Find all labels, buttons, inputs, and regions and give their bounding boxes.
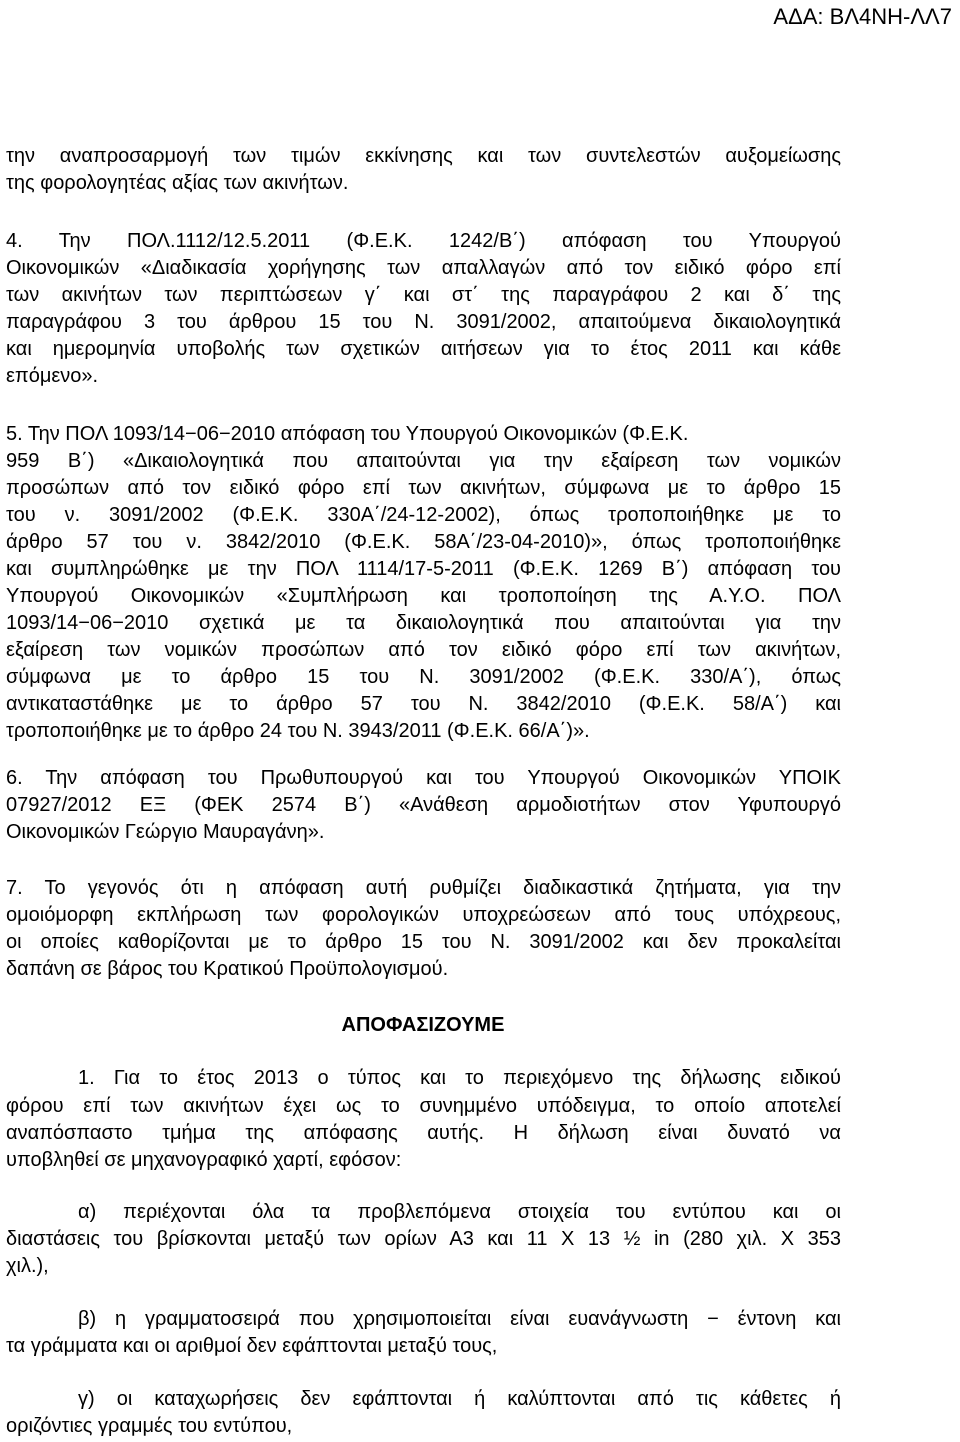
ada-code: ΑΔΑ: ΒΛ4ΝΗ-ΛΛ7 [773,4,952,29]
d1-line-2: φόρου επί των ακινήτων έχει ως το συνημμένο υπόδειγμα, το οποίο αποτελεί [6,1095,841,1117]
item-a-line-1: α) περιέχονται όλα τα προβλεπόμενα στοιχεία του εντύπου και οι [78,1201,841,1223]
p4-line-3: των ακινήτων των περιπτώσεων γ΄ και στ΄ της παραγράφου 2 και δ΄ της [6,284,841,306]
p7-line-4: δαπάνη σε βάρος του Κρατικού Προϋπολογισμού. [6,958,449,980]
p5-line-7: Υπουργού Οικονομικών «Συμπλήρωση και τροποποίηση της Α.Υ.Ο. ΠΟΛ [6,585,841,607]
p5-line-6: και συμπληρώθηκε με την ΠΟΛ 1114/17-5-2011 (Φ.Ε.Κ. 1269 Β΄) απόφαση του [6,558,841,580]
item-a-line-3: χιλ.), [6,1255,49,1277]
item-c-line-1: γ) οι καταχωρήσεις δεν εφάπτονται ή καλύπτονται από τις κάθετες ή [78,1388,841,1410]
item-b-line-2: τα γράμματα και οι αριθμοί δεν εφάπτονται μεταξύ τους, [6,1335,498,1357]
d1-line-1: 1. Για το έτος 2013 ο τύπος και το περιεχόμενο της δήλωσης ειδικού [78,1067,841,1089]
p6-line-1: 6. Την απόφαση του Πρωθυπουργού και του Υπουργού Οικονομικών ΥΠΟΙΚ [6,767,841,789]
p5-line-12: τροποποιήθηκε με το άρθρο 24 του Ν. 3943/2011 (Φ.Ε.Κ. 66/Α΄)». [6,720,590,742]
p5-line-3: προσώπων από τον ειδικό φόρο επί των ακινήτων, σύμφωνα με το άρθρο 15 [6,477,841,499]
p6-line-2: 07927/2012 ΕΞ (ΦΕΚ 2574 Β΄) «Ανάθεση αρμοδιοτήτων στον Υφυπουργό [6,794,841,816]
item-a-line-2: διαστάσεις του βρίσκονται μεταξύ των ορίων Α3 και 11 Χ 13 ½ in (280 χιλ. Χ 353 [6,1228,841,1250]
d1-line-3: αναπόσπαστο τμήμα της απόφασης αυτής. Η δήλωση είναι δυνατό να [6,1122,841,1144]
p4-line-2: Οικονομικών «Διαδικασία χορήγησης των απαλλαγών από τον ειδικό φόρο επί [6,257,841,279]
item-c-line-2: οριζόντιες γραμμές του εντύπου, [6,1415,293,1437]
p4-line-4: παραγράφου 3 του άρθρου 15 του Ν. 3091/2002, απαιτούμενα δικαιολογητικά [6,311,841,333]
p5-line-4: του ν. 3091/2002 (Φ.Ε.Κ. 330Α΄/24-12-2002), όπως τροποποιήθηκε με το [6,504,841,526]
p6-line-3: Οικονομικών Γεώργιο Μαυραγάνη». [6,821,325,843]
p4-line-1: 4. Την ΠΟΛ.1112/12.5.2011 (Φ.Ε.Κ. 1242/Β΄) απόφαση του Υπουργού [6,230,841,252]
p4-line-6: επόμενο». [6,365,99,387]
p4-line-5: και ημερομηνία υποβολής των σχετικών αιτήσεων για το έτος 2011 και κάθε [6,338,841,360]
p7-line-3: οι οποίες καθορίζονται με το άρθρο 15 του Ν. 3091/2002 και δεν προκαλείται [6,931,841,953]
p7-line-2: ομοιόμορφη εκπλήρωση των φορολογικών υποχρεώσεων από τους υπόχρεους, [6,904,841,926]
p5-line-9: εξαίρεση των νομικών προσώπων από τον ειδικό φόρο επί των ακινήτων, [6,639,841,661]
p5-line-8: 1093/14−06−2010 σχετικά με τα δικαιολογητικά που απαιτούνται για την [6,612,841,634]
p5-line-11: αντικαταστάθηκε με το άρθρο 57 του Ν. 3842/2010 (Φ.Ε.Κ. 58/Α΄) και [6,693,841,715]
p5-line-2: 959 Β΄) «Δικαιολογητικά που απαιτούνται για την εξαίρεση των νομικών [6,450,841,472]
decision-heading: ΑΠΟΦΑΣΙΖΟΥΜΕ [341,1014,505,1036]
item-b-line-1: β) η γραμματοσειρά που χρησιμοποιείται είναι ευανάγνωστη − έντονη και [78,1308,841,1330]
p7-line-1: 7. Το γεγονός ότι η απόφαση αυτή ρυθμίζει διαδικαστικά ζητήματα, για την [6,877,841,899]
intro-line-1: την αναπροσαρμογή των τιμών εκκίνησης και των συντελεστών αυξομείωσης [6,145,841,167]
p5-line-10: σύμφωνα με το άρθρο 15 του Ν. 3091/2002 (Φ.Ε.Κ. 330/Α΄), όπως [6,666,841,688]
p5-line-1: 5. Την ΠΟΛ 1093/14−06−2010 απόφαση του Υπουργού Οικονομικών (Φ.Ε.Κ. [6,423,689,445]
d1-line-4: υποβληθεί σε μηχανογραφικό χαρτί, εφόσον: [6,1149,402,1171]
intro-line-2: της φορολογητέας αξίας των ακινήτων. [6,172,349,194]
p5-line-5: άρθρο 57 του ν. 3842/2010 (Φ.Ε.Κ. 58Α΄/23-04-2010)», όπως τροποποιήθηκε [6,531,841,553]
